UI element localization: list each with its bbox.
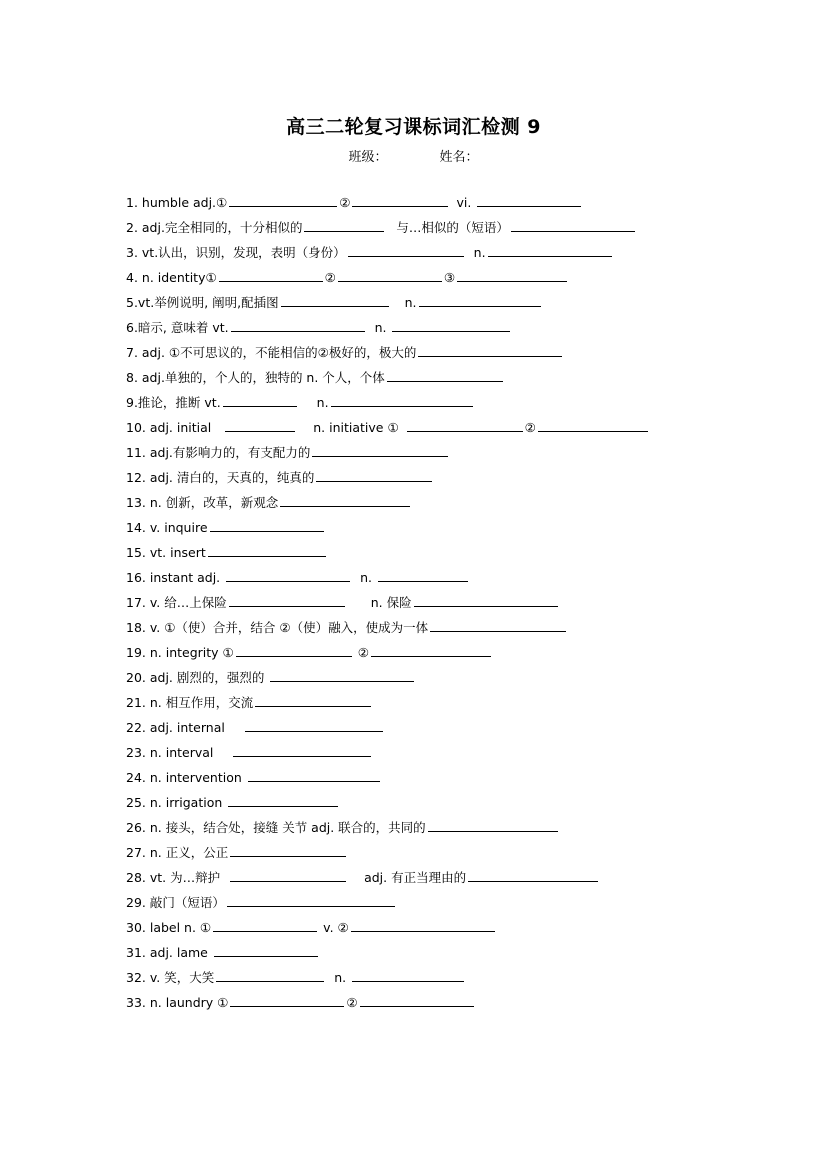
item-text: ② [339,195,351,210]
answer-blank[interactable] [270,667,414,682]
list-item [126,365,746,390]
answer-blank[interactable] [210,517,324,532]
answer-blank[interactable] [280,492,410,507]
item-text: v. ② [323,920,349,935]
answer-blank[interactable] [360,992,474,1007]
answer-blank[interactable] [312,442,448,457]
vocabulary-list [126,190,746,1015]
list-item [126,890,746,915]
item-text: 29. 敲门（短语） [126,895,225,910]
answer-blank[interactable] [236,642,352,657]
answer-blank[interactable] [418,342,562,357]
item-text: 12. adj. 清白的，天真的，纯真的 [126,470,315,485]
list-item [126,440,746,465]
item-text: 11. adj.有影响力的，有支配力的 [126,445,311,460]
list-item [126,315,746,340]
item-text: 18. v. ①（使）合并，结合 ②（使）融入，使成为一体 [126,620,429,635]
item-text: 14. v. inquire [126,520,208,535]
list-item [126,715,746,740]
item-text: ③ [443,270,456,285]
item-text: 5.vt.举例说明, 阐明,配插图 [126,295,279,310]
answer-blank[interactable] [233,742,371,757]
list-item [126,390,746,415]
answer-blank[interactable] [511,217,635,232]
item-text: vi. [456,195,476,210]
page-title: 高三二轮复习课标词汇检测 9 [286,116,541,138]
list-item [126,840,746,865]
list-item [126,565,746,590]
item-text: ② [324,270,336,285]
item-text: n. [356,570,376,585]
answer-blank[interactable] [331,392,473,407]
item-text: 13. n. 创新，改革，新观念 [126,495,279,510]
answer-blank[interactable] [387,367,503,382]
list-item [126,615,746,640]
list-item [126,940,746,965]
item-text: 32. v. 笑，大笑 [126,970,215,985]
item-text: 19. n. integrity ① [126,645,234,660]
list-item [126,590,746,615]
item-text: 8. adj.单独的，个人的，独特的 n. 个人，个体 [126,370,385,385]
list-item [126,865,746,890]
item-text: 3. vt.认出，识别，发现，表明（身份） [126,245,346,260]
item-text: n. [316,395,329,410]
list-item [126,490,746,515]
item-text: 4. n. identity① [126,270,217,285]
answer-blank[interactable] [223,392,297,407]
answer-blank[interactable] [392,317,510,332]
answer-blank[interactable] [304,217,384,232]
list-item [126,340,746,365]
item-text: 22. adj. internal [126,720,225,735]
answer-blank[interactable] [414,592,558,607]
answer-blank[interactable] [245,717,383,732]
answer-blank[interactable] [488,242,612,257]
answer-blank[interactable] [477,192,581,207]
item-text: ② [357,645,369,660]
answer-blank[interactable] [227,892,395,907]
list-item [126,915,746,940]
answer-blank[interactable] [430,617,566,632]
answer-blank[interactable] [407,417,523,432]
item-text: 30. label n. ① [126,920,212,935]
answer-blank[interactable] [208,542,326,557]
list-item [126,740,746,765]
answer-blank[interactable] [468,867,598,882]
answer-blank[interactable] [338,267,442,282]
answer-blank[interactable] [229,192,337,207]
item-text: 6.暗示, 意味着 vt. [126,320,229,335]
item-text: 与…相似的（短语） [392,220,509,235]
item-text: 25. n. irrigation [126,795,227,810]
item-text: 17. v. 给…上保险 [126,595,227,610]
item-text: ② [346,995,358,1010]
answer-blank[interactable] [230,842,346,857]
answer-blank[interactable] [538,417,648,432]
item-text: 24. n. intervention [126,770,246,785]
answer-blank[interactable] [281,292,389,307]
item-text: 33. n. laundry ① [126,995,229,1010]
answer-blank[interactable] [316,467,432,482]
answer-blank[interactable] [378,567,468,582]
item-text: 27. n. 正义，公正 [126,845,229,860]
answer-blank[interactable] [255,692,371,707]
answer-blank[interactable] [219,267,323,282]
item-text: 23. n. interval [126,745,214,760]
list-item [126,665,746,690]
class-label: 班级： [348,150,388,165]
list-item [126,265,746,290]
list-item [126,690,746,715]
item-text: 7. adj. ①不可思议的，不能相信的②极好的，极大的 [126,345,417,360]
answer-blank[interactable] [371,642,491,657]
answer-blank[interactable] [352,967,464,982]
list-item [126,965,746,990]
answer-blank[interactable] [348,242,464,257]
list-item [126,190,746,215]
list-item [126,515,746,540]
item-text: 26. n. 接头，结合处，接缝 关节 adj. 联合的，共同的 [126,820,426,835]
item-text: n. [404,295,417,310]
item-text: 10. adj. initial [126,420,212,435]
answer-blank[interactable] [213,917,317,932]
answer-blank[interactable] [428,817,558,832]
answer-blank[interactable] [248,767,380,782]
item-text: 16. instant adj. [126,570,225,585]
item-text: n. [330,970,351,985]
list-item [126,415,746,440]
answer-blank[interactable] [457,267,567,282]
answer-blank[interactable] [216,967,324,982]
name-label: 姓名： [439,150,479,165]
item-text: ② [524,420,536,435]
list-item [126,465,746,490]
item-text: 15. vt. insert [126,545,206,560]
list-item [126,540,746,565]
list-item [126,640,746,665]
item-text: n. [469,245,486,260]
item-text: n. [370,320,391,335]
list-item [126,815,746,840]
class-name-line [0,146,827,165]
list-item [126,240,746,265]
answer-blank[interactable] [230,992,344,1007]
answer-blank[interactable] [231,317,365,332]
list-item [126,215,746,240]
answer-blank[interactable] [226,567,350,582]
list-item [126,290,746,315]
item-text: n. initiative ① [313,420,399,435]
item-text: 21. n. 相互作用，交流 [126,695,254,710]
item-text: n. 保险 [370,595,412,610]
answer-blank[interactable] [214,942,318,957]
answer-blank[interactable] [352,192,448,207]
answer-blank[interactable] [230,867,346,882]
item-text: 31. adj. lame [126,945,212,960]
answer-blank[interactable] [228,792,338,807]
answer-blank[interactable] [225,417,295,432]
list-item [126,765,746,790]
answer-blank[interactable] [351,917,495,932]
item-text: 20. adj. 剧烈的，强烈的 [126,670,269,685]
item-text: 28. vt. 为…辩护 [126,870,225,885]
item-text: 9.推论，推断 vt. [126,395,221,410]
answer-blank[interactable] [419,292,541,307]
item-text: 2. adj.完全相同的，十分相似的 [126,220,303,235]
list-item [126,790,746,815]
list-item [126,990,746,1015]
answer-blank[interactable] [229,592,345,607]
item-text: adj. 有正当理由的 [364,870,467,885]
item-text: 1. humble adj.① [126,195,228,210]
